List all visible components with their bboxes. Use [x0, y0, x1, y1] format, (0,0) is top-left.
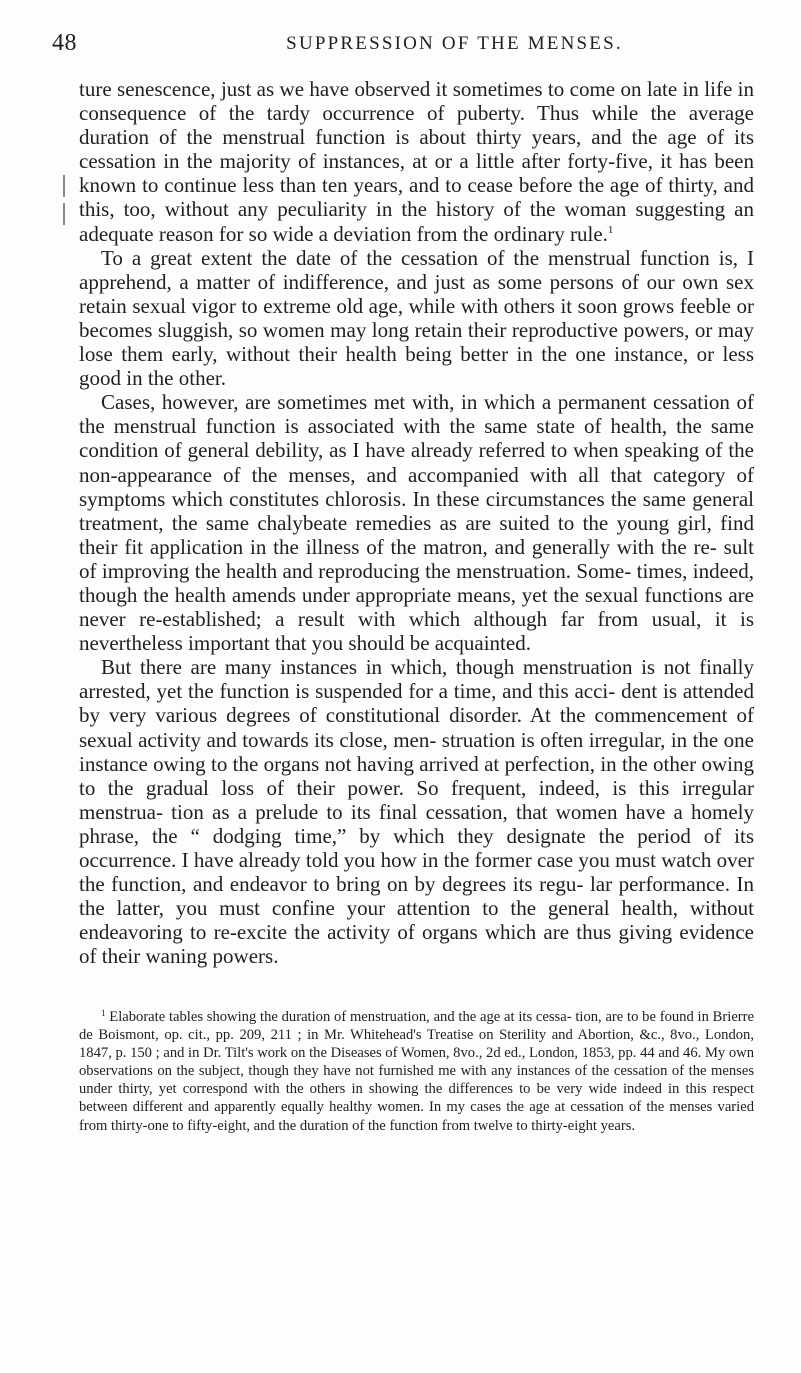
- footnote: [79, 1008, 754, 1135]
- margin-mark: [63, 175, 65, 197]
- body-text: [79, 77, 754, 968]
- running-title: SUPPRESSION OF THE MENSES.: [286, 33, 623, 54]
- paragraph: Cases, however, are sometimes met with, in which a permanent cessation of the menstrual function is associated with the same state of health, the same condition of general debility, as I have already referred to when speaking of the non-appearance of the menses, and accompanied with all that category of symptoms which constitutes chlorosis. In these circumstances the same general treatment, the same chalybeate remedies as are suited to the young girl, find their fit application in the illness of the matron, and generally with the re- sult of improving the health and reproducing the menstruation. Some- times, indeed, though the health amends under appropriate means, yet the sexual functions are never re-established; a result with which although far from usual, it is nevertheless important that you should be acquainted.: [79, 390, 754, 656]
- page-header: [52, 28, 757, 58]
- page-number: 48: [52, 30, 77, 56]
- paragraph: But there are many instances in which, though menstruation is not finally arrested, yet the function is suspended for a time, and this acci- dent is attended by very various degrees of constitutional disorder. At the commencement of sexual activity and towards its close, men- struation is often irregular, in the one instance owing to the organs not having arrived at perfection, in the other owing to the gradual loss of their power. So frequent, indeed, is this irregular menstrua- tion as a prelude to its final cessation, that women have a homely phrase, the “ dodging time,” by which they designate the period of its occurrence. I have already told you how in the former case you must watch over the function, and endeavor to bring on by degrees its regu- lar performance. In the latter, you must confine your attention to the general health, without endeavoring to re-excite the activity of organs which are thus giving evidence of their waning powers.: [79, 655, 754, 969]
- footnote-marker: 1: [101, 1008, 106, 1018]
- paragraph: To a great extent the date of the cessation of the menstrual function is, I apprehend, a matter of indifference, and just as some persons of our own sex retain sexual vigor to extreme old age, while with others it soon grows feeble or becomes sluggish, so women may long retain their reproductive powers, or may lose them early, without their health being better in the one instance, or less good in the other.: [79, 245, 754, 391]
- paragraph-text: ture senescence, just as we have observed it sometimes to come on late in life in consequence of the tardy occurrence of puberty. Thus while the average duration of the menstrual function is about thirty years, and the age of its cessation in the majority of instances, at or a little after forty-five, it has been known to continue less than ten years, and to cease before the age of thirty, and this, too, without any peculiarity in the history of the woman suggesting an adequate reason for so wide a deviation from the ordinary rule.: [79, 77, 754, 246]
- footnote-reference: 1: [607, 223, 614, 236]
- footnote-text: Elaborate tables showing the duration of menstruation, and the age at its cessa- tion, are to be found in Brierre de Boismont, op. cit., pp. 209, 211 ; in Mr. Whitehead's Treatise on Sterility and Abortion, &c., 8vo., London, 1847, p. 150 ; and in Dr. Tilt's work on the Diseases of Women, 8vo., 2d ed., London, 1853, pp. 44 and 46. My own observations on the subject, though they have not furnished me with any instances of the cessation of the menses under thirty, yet correspond with the others in showing the differences to be very wide indeed in this respect between different and apparently equally healthy women. In my cases the age at cessation of the menses varied from thirty-one to fifty-eight, and the duration of the function from twelve to thirty-eight years.: [79, 1009, 754, 1134]
- paragraph: [79, 77, 754, 246]
- margin-mark: [63, 203, 65, 225]
